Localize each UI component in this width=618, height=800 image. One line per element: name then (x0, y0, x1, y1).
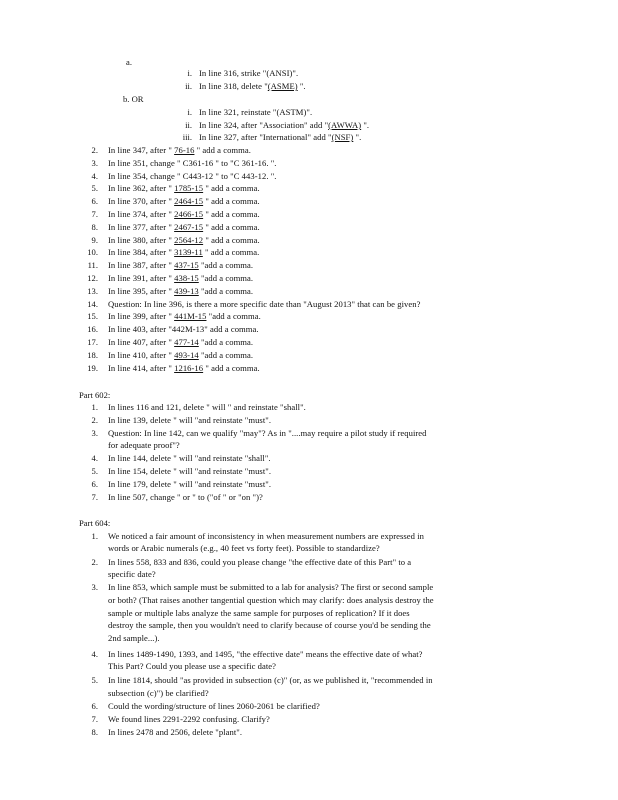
underlined-text: 1785-15 (174, 183, 204, 194)
text-part: ". (353, 132, 362, 142)
part-604-heading: Part 604: (79, 518, 111, 528)
list-number: 4. (91, 453, 98, 463)
underlined-text: (ASME) (267, 81, 298, 91)
list-number: 3. (91, 582, 98, 592)
list-number: 2. (91, 557, 98, 567)
amendment-text (199, 81, 306, 92)
text-part: "add a comma. (198, 260, 254, 271)
list-number: 1. (91, 531, 98, 541)
text-part: In line 374, after " (108, 209, 175, 219)
list-item-text (108, 324, 259, 335)
list-item-text (108, 158, 276, 169)
text-part: " add a comma. (203, 196, 260, 207)
list-item-text: In line 154, delete " will "and reinstate "must". (108, 466, 272, 476)
list-number: 17. (87, 337, 98, 347)
list-item-text: This Part? Could you please use a specific date? (108, 661, 277, 671)
list-item-text (108, 363, 260, 374)
list-item-text: sample or multiple labs analyze the same sample for purposes of replication? If it does (108, 608, 410, 618)
list-number: 7. (91, 714, 98, 724)
list-number: 14. (87, 298, 98, 309)
underlined-text: 477-14 (174, 337, 199, 347)
text-part: Question: In line 396, is there a more specific date than "August 2013" that can be given? (108, 298, 421, 309)
list-number: 18. (87, 349, 98, 360)
list-item-text: destroy the sample, then you wouldn't need to clarify because of course you'd be sending the (108, 620, 431, 630)
list-item-text: for adequate proof"? (108, 440, 180, 450)
list-item-text (108, 222, 260, 233)
underlined-text: 2464-15 (174, 196, 204, 207)
list-item-text (108, 183, 260, 194)
text-part: In line 318, delete " (199, 81, 268, 91)
list-item-text: In line 179, delete " will "and reinstate "must". (108, 479, 272, 489)
text-part: In line 384, after " (108, 247, 175, 258)
list-item-text: In line 144, delete " will "and reinstate "shall". (108, 453, 271, 463)
list-item-text (108, 286, 253, 297)
text-part: In line 354, change " C443-12 " to "C 443-12. ". (108, 170, 277, 181)
underlined-text: 3139-11 (174, 247, 203, 258)
text-part: In line 391, after " (108, 273, 175, 283)
text-part: In line 347, after " (108, 145, 175, 155)
text-part: In line 324, after "Association" add " (199, 120, 329, 130)
list-item-text (108, 311, 261, 322)
text-part: In line 327, after "International" add " (199, 132, 332, 142)
list-number: 16. (87, 324, 98, 335)
underlined-text: (NSF) (331, 132, 354, 142)
list-number: 4. (91, 649, 98, 659)
roman-marker: ii. (185, 120, 192, 130)
roman-marker: i. (187, 107, 192, 117)
list-number: 6. (91, 479, 98, 489)
list-item-text: In lines 2478 and 2506, delete "plant". (108, 727, 243, 737)
text-part: In line 407, after " (108, 337, 175, 347)
roman-marker: ii. (185, 81, 192, 91)
list-item-text (108, 247, 259, 258)
list-item-text: In lines 1489-1490, 1393, and 1495, "the effective date" means the effective date of what? (108, 649, 423, 659)
text-part: "add a comma. (206, 311, 261, 322)
text-part: In line 395, after " (108, 285, 175, 296)
list-number: 4. (91, 170, 98, 181)
list-number: 1. (91, 402, 98, 412)
text-part: "add a comma. (198, 273, 254, 283)
list-number: 15. (87, 311, 98, 322)
text-part: In line 370, after " (108, 196, 175, 207)
list-number: 7. (91, 209, 98, 219)
amendment-text (199, 132, 361, 143)
underlined-text: (AWWA) (328, 120, 362, 130)
underlined-text: 2466-15 (174, 209, 204, 219)
amendment-text (199, 120, 369, 131)
list-number: 11. (87, 260, 98, 271)
list-item-text: subsection (c)") be clarified? (108, 688, 209, 698)
underlined-text: 441M-15 (174, 311, 207, 322)
text-part: "add a comma. (198, 337, 254, 347)
underlined-text: 438-15 (174, 273, 199, 283)
list-item-text: specific date? (108, 569, 156, 579)
part-602-heading: Part 602: (79, 390, 111, 400)
text-part: In line 399, after " (108, 311, 175, 322)
list-number: 2. (91, 145, 98, 155)
list-item-text (108, 350, 253, 361)
list-number: 3. (91, 157, 98, 168)
list-item-text: In line 1814, should "as provided in subsection (c)" (or, as we published it, "recommended in (108, 675, 433, 685)
text-part: " add a comma. (202, 247, 260, 258)
list-number: 2. (91, 415, 98, 425)
text-part: " add a comma. (203, 221, 260, 232)
list-item-text: We found lines 2291-2292 confusing. Clarify? (108, 714, 270, 724)
list-item-text (108, 171, 276, 182)
list-item-text: In lines 558, 833 and 836, could you please change "the effective date of this Part" to a (108, 557, 412, 567)
roman-marker: iii. (182, 132, 192, 142)
list-item-text: Question: In line 142, can we qualify "may"? As in "....may require a pilot study if required (108, 428, 427, 438)
text-part: " add a comma. (203, 234, 260, 245)
text-part: In line 362, after " (108, 183, 175, 194)
list-number: 8. (91, 727, 98, 737)
section-label-b: b. OR (123, 94, 144, 104)
list-number: 8. (91, 221, 98, 232)
list-number: 5. (91, 183, 98, 194)
list-number: 6. (91, 701, 98, 711)
list-item-text: In line 139, delete " will "and reinstate "must". (108, 415, 272, 425)
list-item-text (108, 337, 253, 348)
text-part: In line 377, after " (108, 221, 175, 232)
list-item-text: words or Arabic numerals (e.g., 40 feet vs forty feet). Possible to standardize? (108, 543, 380, 553)
text-part: " add a comma. (203, 209, 260, 219)
list-number: 6. (91, 196, 98, 207)
list-item-text: In line 507, change " or " to ("of " or "on ")? (108, 492, 263, 502)
list-item-text (108, 209, 260, 220)
text-part: "add a comma. (198, 349, 254, 360)
list-item-text: Could the wording/structure of lines 2060-2061 be clarified? (108, 701, 320, 711)
underlined-text: 2467-15 (174, 221, 204, 232)
list-item-text (108, 273, 253, 284)
text-part: " add a comma. (194, 145, 251, 155)
list-item-text (108, 260, 253, 271)
list-number: 10. (87, 247, 98, 258)
text-part: In line 321, reinstate "(ASTM)". (199, 107, 313, 117)
text-part: ". (361, 120, 370, 130)
amendment-text (199, 107, 312, 118)
text-part: In line 351, change " C361-16 " to "C 361-16. ". (108, 157, 277, 168)
text-part: "add a comma. (198, 285, 254, 296)
list-item-text: We noticed a fair amount of inconsistency in when measurement numbers are expressed in (108, 531, 424, 541)
text-part: In line 380, after " (108, 234, 175, 245)
list-number: 12. (87, 273, 98, 283)
list-item-text: In lines 116 and 121, delete " will " and reinstate "shall". (108, 402, 306, 412)
underlined-text: 1216-16 (174, 362, 204, 373)
list-number: 5. (91, 675, 98, 685)
list-number: 19. (87, 362, 98, 373)
underlined-text: 76-16 (174, 145, 195, 155)
text-part: In line 403, after "442M-13" add a comma. (108, 324, 259, 335)
list-item-text (108, 299, 420, 310)
list-number: 5. (91, 466, 98, 476)
list-item-text (108, 235, 260, 246)
list-number: 3. (91, 428, 98, 438)
underlined-text: 493-14 (174, 349, 199, 360)
text-part: ". (297, 81, 306, 91)
list-number: 13. (87, 285, 98, 296)
list-number: 7. (91, 492, 98, 502)
text-part: " add a comma. (203, 362, 260, 373)
underlined-text: 439-13 (174, 285, 199, 296)
list-number: 9. (91, 234, 98, 245)
list-item-text: 2nd sample...). (108, 633, 160, 643)
list-item-text: In line 853, which sample must be submitted to a lab for analysis? The first or second sample (108, 582, 434, 592)
amendment-text (199, 68, 298, 79)
text-part: " add a comma. (203, 183, 260, 194)
underlined-text: 437-15 (174, 260, 199, 271)
text-part: In line 316, strike "(ANSI)". (199, 68, 299, 78)
text-part: In line 387, after " (108, 260, 175, 271)
list-item-text: or both? (That raises another tangential question which may clarify: does analysis destroy the (108, 595, 434, 605)
list-item-text (108, 196, 260, 207)
roman-marker: i. (187, 68, 192, 78)
text-part: In line 414, after " (108, 362, 175, 373)
list-item-text (108, 145, 251, 156)
underlined-text: 2564-12 (174, 234, 204, 245)
section-label-a: a. (126, 57, 132, 67)
text-part: In line 410, after " (108, 349, 175, 360)
